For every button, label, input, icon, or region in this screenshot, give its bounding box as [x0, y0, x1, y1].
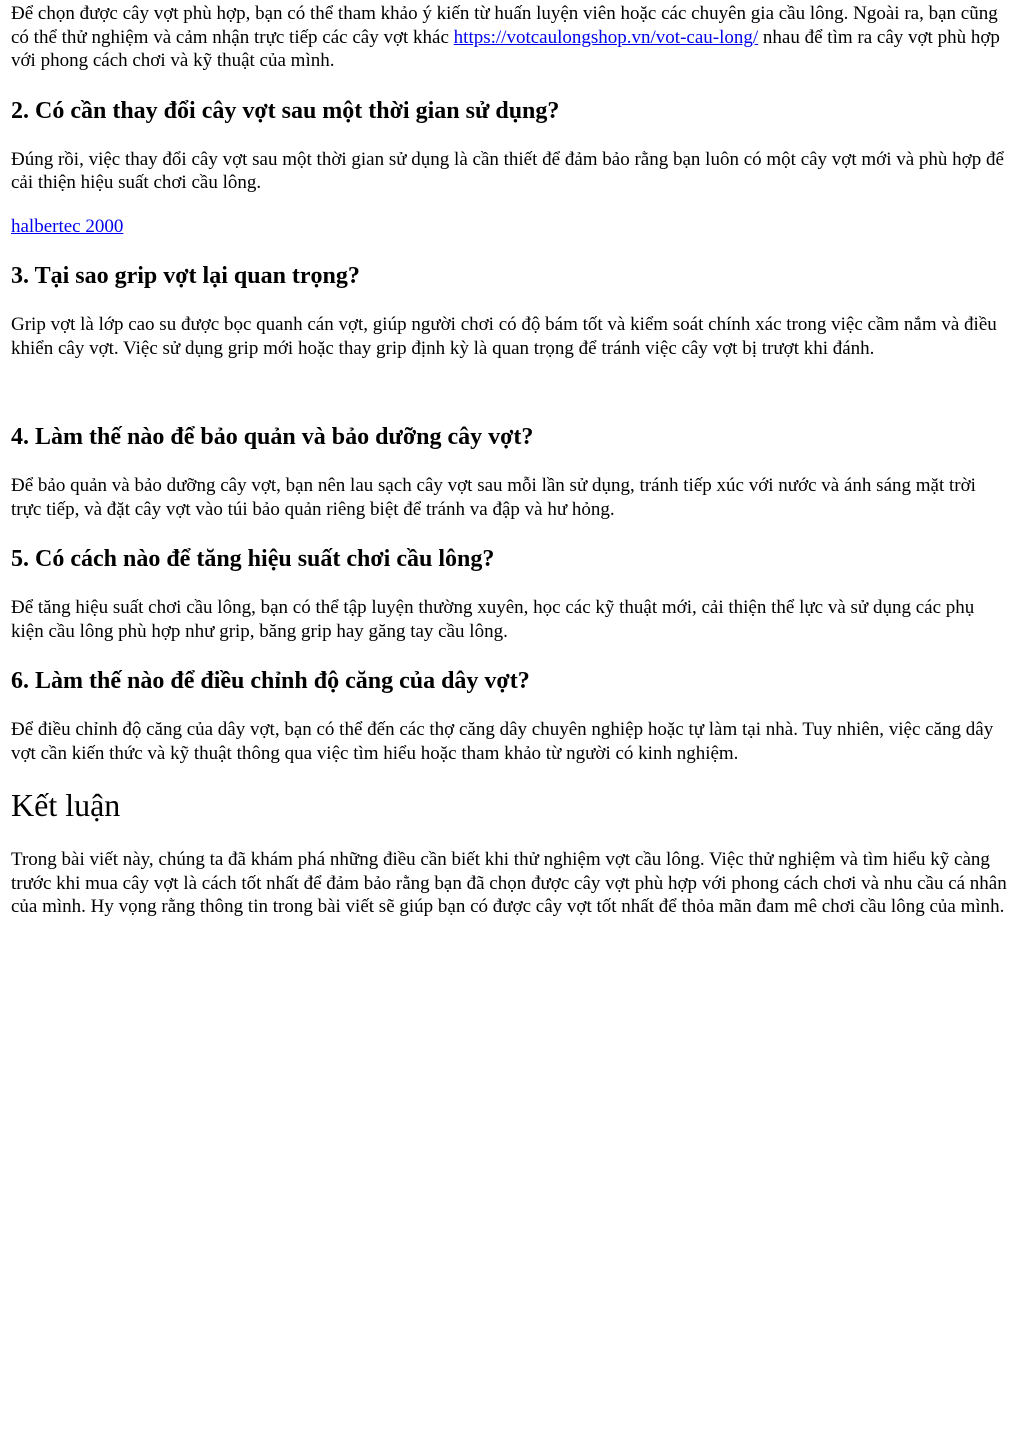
section-heading-6: 6. Làm thế nào để điều chỉnh độ căng của dây vợt? — [11, 668, 530, 694]
halbertec-link[interactable]: halbertec 2000 — [11, 215, 124, 237]
standalone-link-paragraph — [11, 215, 1010, 239]
conclusion-body: Trong bài viết này, chúng ta đã khám phá những điều cần biết khi thử nghiệm vợt cầu lông. Việc thử nghiệm và tìm hiểu kỹ càng trước khi mua cây vợt là cách tốt nhất để đảm bảo rằng bạn đã chọn được cây vợt phù hợp với phong cách chơi và nhu cầu cá nhân của mình. Hy vọng rằng thông tin trong bài viết sẽ giúp bạn có được cây vợt tốt nhất để thỏa mãn đam mê chơi cầu lông của mình. — [11, 849, 1007, 917]
section-heading-4: 4. Làm thế nào để bảo quản và bảo dưỡng cây vợt? — [11, 424, 534, 450]
section-heading-3: 3. Tại sao grip vợt lại quan trọng? — [11, 263, 360, 289]
blank-spacer — [11, 360, 1010, 422]
intro-text-after-link: nhau để tìm ra cây vợt phù hợp với phong cách chơi và kỹ thuật của mình. — [11, 26, 1000, 71]
conclusion-heading: Kết luận — [11, 787, 121, 823]
section-body-6: Để điều chỉnh độ căng của dây vợt, bạn có thể đến các thợ căng dây chuyên nghiệp hoặc tự làm tại nhà. Tuy nhiên, việc căng dây vợt cần kiến thức và kỹ thuật thông qua việc tìm hiểu hoặc tham khảo từ người có kinh nghiệm. — [11, 719, 994, 764]
section-body-2: Đúng rồi, việc thay đổi cây vợt sau một thời gian sử dụng là cần thiết để đảm bảo rằng bạn luôn có một cây vợt mới và phù hợp để cải thiện hiệu suất chơi cầu lông. — [11, 148, 1004, 193]
section-body-3: Grip vợt là lớp cao su được bọc quanh cán vợt, giúp người chơi có độ bám tốt và kiểm soát chính xác trong việc cầm nắm và điều khiển cây vợt. Việc sử dụng grip mới hoặc thay grip định kỳ là quan trọng để tránh việc cây vợt bị trượt khi đánh. — [11, 314, 997, 359]
intro-paragraph — [11, 0, 1010, 73]
section-heading-5: 5. Có cách nào để tăng hiệu suất chơi cầu lông? — [11, 546, 495, 572]
section-heading-2: 2. Có cần thay đổi cây vợt sau một thời gian sử dụng? — [11, 97, 560, 124]
section-body-4: Để bảo quản và bảo dưỡng cây vợt, bạn nên lau sạch cây vợt sau mỗi lần sử dụng, tránh tiếp xúc với nước và ánh sáng mặt trời trực tiếp, và đặt cây vợt vào túi bảo quản riêng biệt để tránh va đập và hư hỏng. — [11, 475, 976, 520]
votcaulongshop-link[interactable]: https://votcaulongshop.vn/vot-cau-long/ — [453, 26, 759, 48]
intro-text-before-link: Để chọn được cây vợt phù hợp, bạn có thể tham khảo ý kiến từ huấn luyện viên hoặc các chuyên gia cầu lông. Ngoài ra, bạn cũng có thể thử nghiệm và cảm nhận trực tiếp các cây vợt khác — [11, 3, 998, 48]
section-body-5: Để tăng hiệu suất chơi cầu lông, bạn có thể tập luyện thường xuyên, học các kỹ thuật mới, cải thiện thể lực và sử dụng các phụ kiện cầu lông phù hợp như grip, băng grip hay găng tay cầu lông. — [11, 597, 975, 642]
